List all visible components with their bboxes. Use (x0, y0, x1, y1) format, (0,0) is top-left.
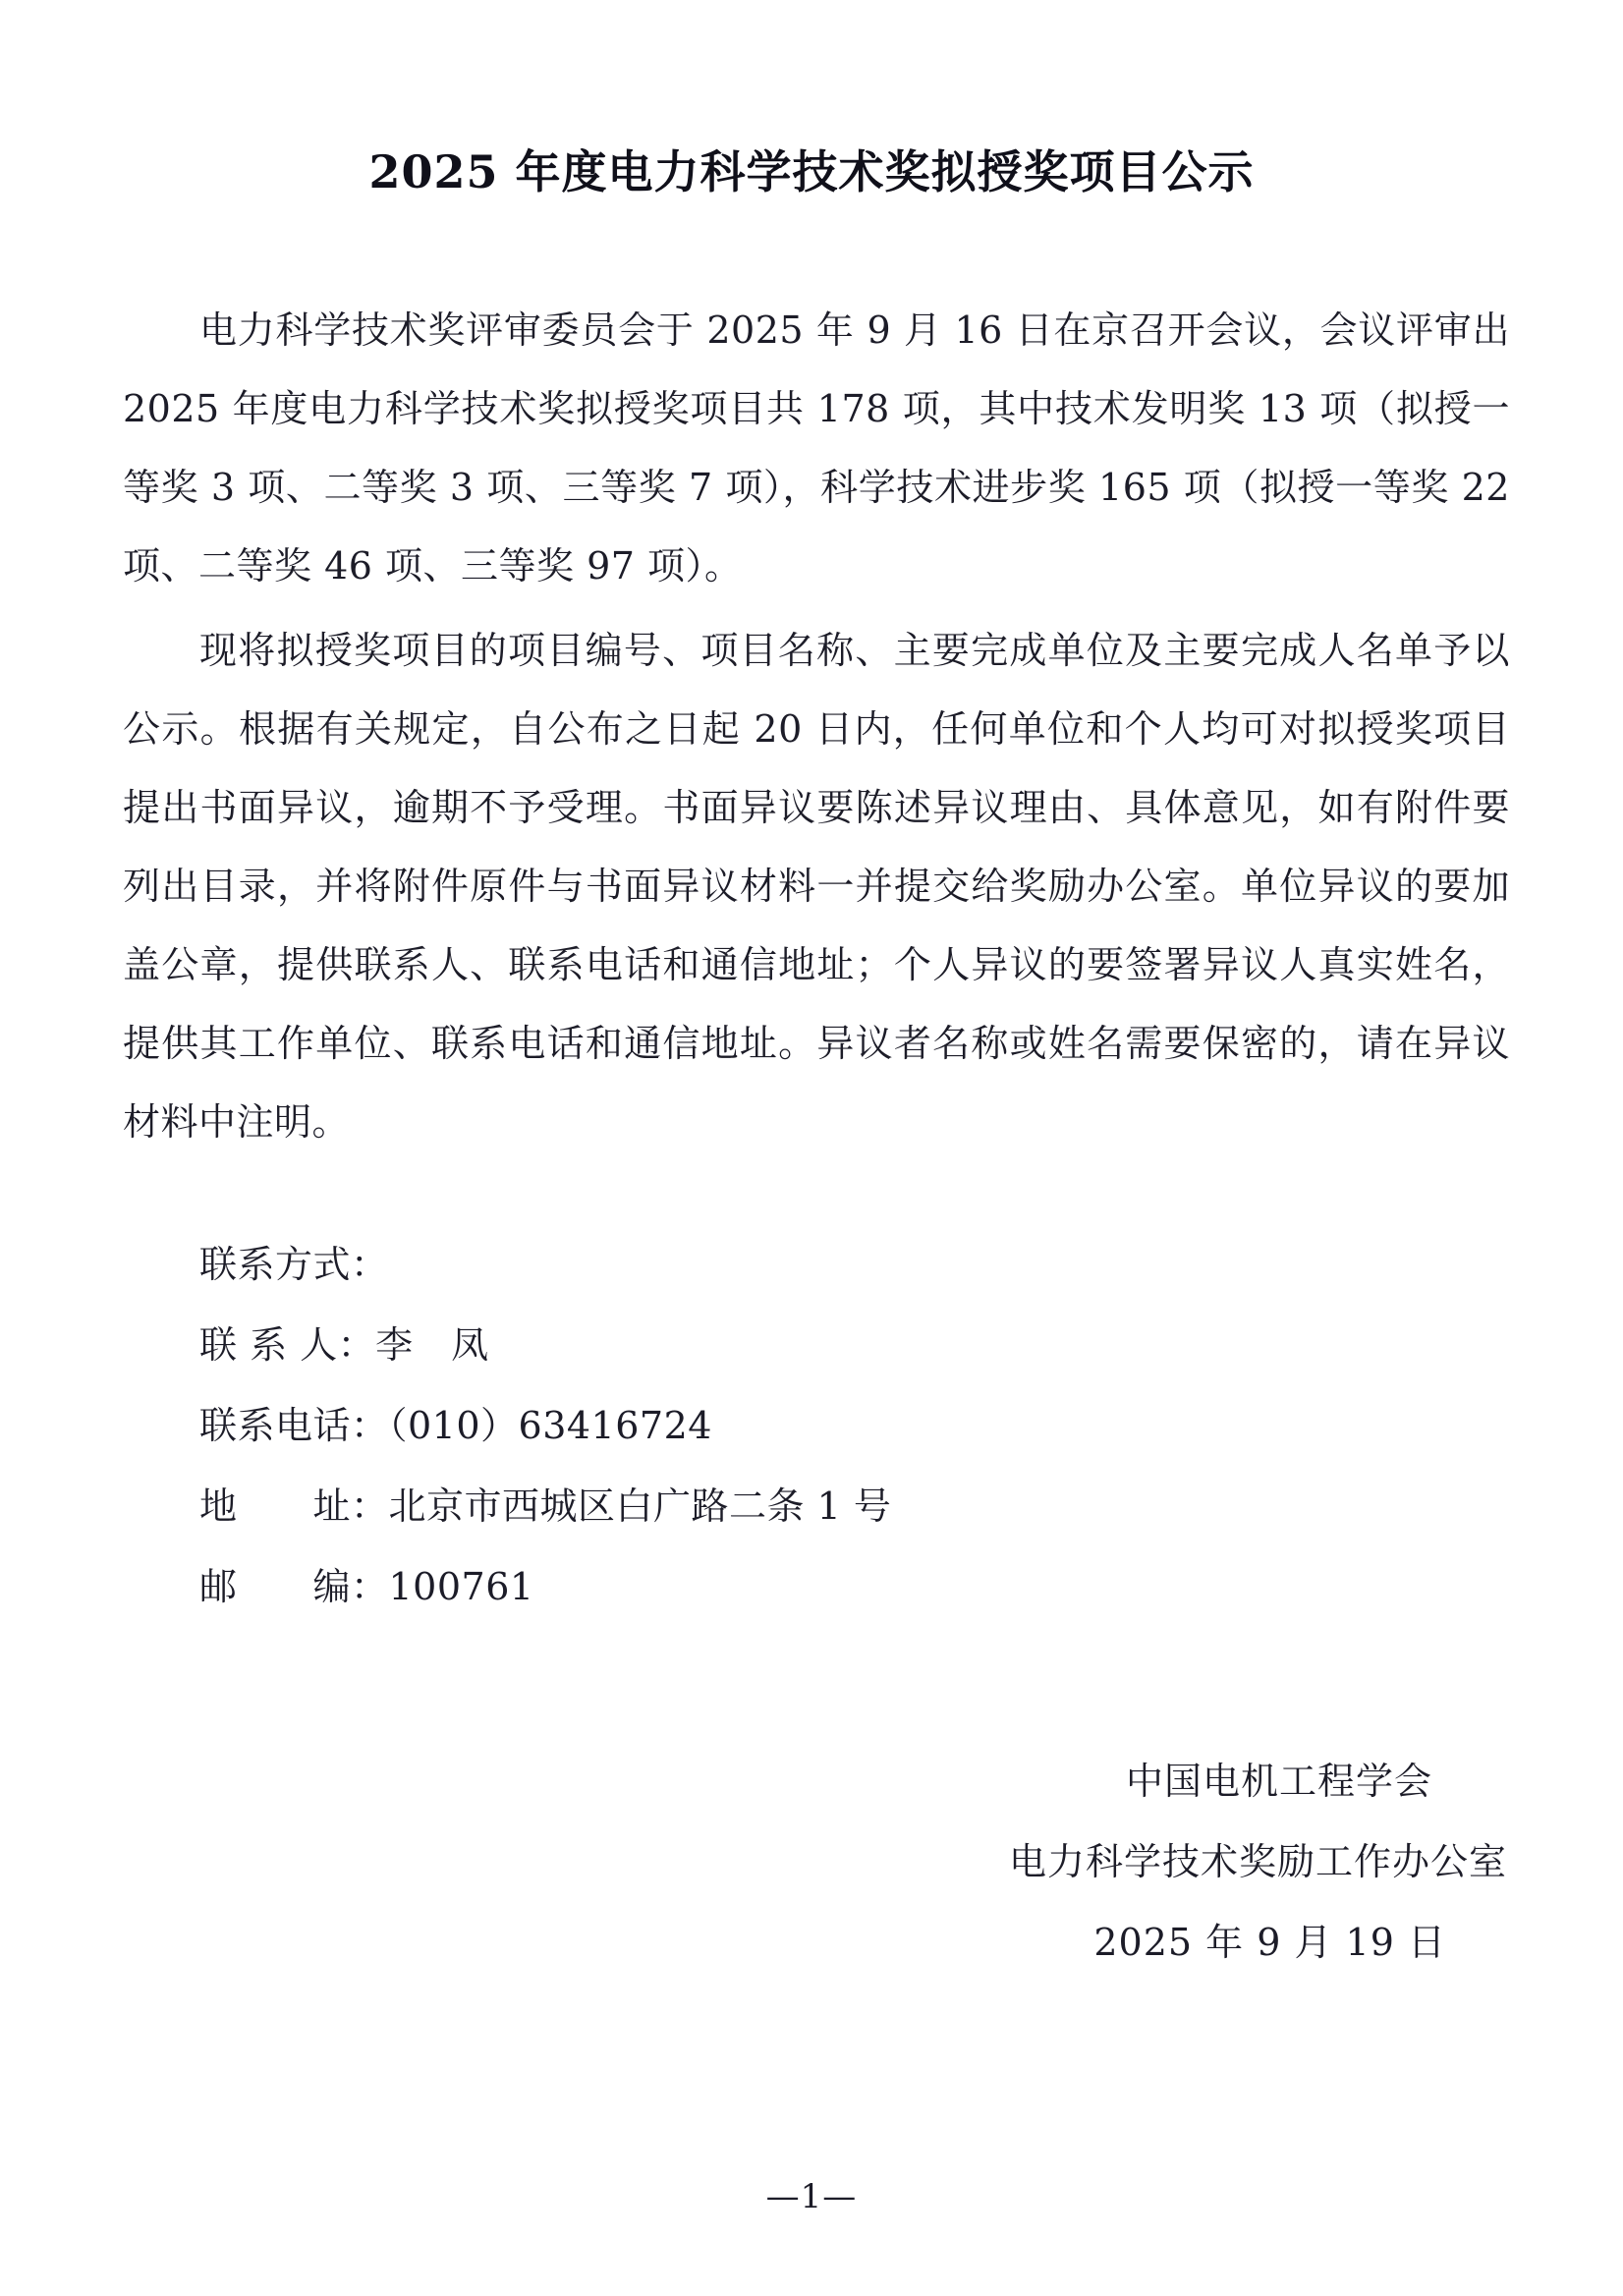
signature-office: 电力科学技术奖励工作办公室 (1008, 1840, 1507, 1883)
contact-person: 联 系 人：李 凤 (199, 1323, 489, 1367)
page-number-footer: —1— (765, 2177, 858, 2216)
contact-heading: 联系方式： (199, 1243, 389, 1286)
contact-section (123, 1224, 1510, 1627)
paragraph-intro: 电力科学技术奖评审委员会于 2025 年 9 月 16 日在京召开会议，会议评审出 2025 年度电力科学技术奖拟授奖项目共 178 项，其中技术发明奖 13 项（拟授一等奖 3 项、二等奖 3 项、三等奖 7 项），科学技术进步奖 165 项（拟授一等奖 22 项、二等奖 46 项、三等奖 97 项）。 (123, 308, 1510, 588)
signature-date: 2025 年 9 月 19 日 (1093, 1921, 1446, 1964)
contact-address: 地 址：北京市西城区白广路二条 1 号 (199, 1484, 892, 1528)
document-body (123, 291, 1510, 1165)
signature-block (0, 1741, 1623, 1983)
signature-organization: 中国电机工程学会 (1125, 1760, 1432, 1803)
contact-phone: 联系电话：（010）63416724 (199, 1404, 712, 1447)
contact-postcode: 邮 编：100761 (199, 1565, 534, 1608)
page-title: 2025 年度电力科学技术奖拟授奖项目公示 (368, 144, 1255, 198)
paragraph-notice: 现将拟授奖项目的项目编号、项目名称、主要完成单位及主要完成人名单予以公示。根据有关规定，自公布之日起 20 日内，任何单位和个人均可对拟授奖项目提出书面异议，逾期不予受理。书面异议要陈述异议理由、具体意见，如有附件要列出目录，并将附件原件与书面异议材料一并提交给奖励办公室。单位异议的要加盖公章，提供联系人、联系电话和通信地址；个人异议的要签署异议人真实姓名，提供其工作单位、联系电话和通信地址。异议者名称或姓名需要保密的，请在异议材料中注明。 (123, 629, 1510, 1144)
